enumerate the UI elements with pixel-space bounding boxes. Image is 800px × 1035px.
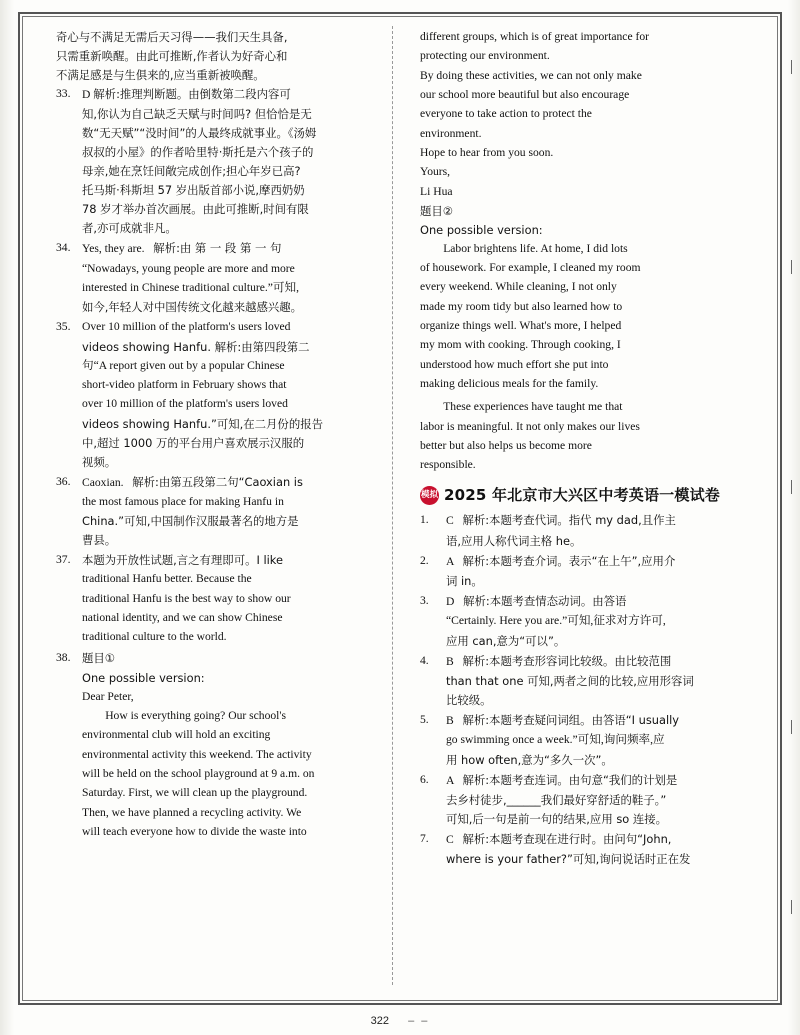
answer-line: 解析:本题考查代词。指代 my dad,且作主 [462, 513, 676, 528]
answer-line: than that one 可知,两者之间的比较,应用形容词 [446, 673, 694, 688]
answer-item [56, 551, 386, 647]
answer-line: 句“A report given out by a popular Chinese [82, 358, 285, 372]
essay-line: organize things well. What's more, I helped [420, 319, 622, 333]
essay-line: Saturday. First, we will clean up the playground. [82, 786, 308, 800]
answer-line: 母亲,她在烹饪间敞完成创作;担心年岁已高? [82, 164, 301, 179]
page-tick-marks [784, 0, 794, 1035]
essay-line: every weekend. While cleaning, I not only [420, 280, 617, 294]
essay-line: understood how much effort she put into [420, 357, 609, 371]
answer-line: traditional Hanfu better. Because the [82, 572, 252, 586]
answer-line: short-video platform in February shows that [82, 378, 287, 392]
answer-text: Yes, they are. [82, 242, 145, 256]
answer-line: 可知,后一句是前一句的结果,应用 so 连接。 [446, 811, 668, 826]
answer-line: 者,亦可成就非凡。 [82, 221, 177, 236]
left-column [56, 28, 386, 987]
answer-line: “Nowadays, young people are more and more [82, 261, 295, 275]
essay-line: making delicious meals for the family. [420, 377, 599, 391]
essay-line: my mom with cooking. Through cooking, I [420, 338, 621, 352]
essay-line: environmental activity this weekend. The activity [82, 747, 312, 761]
answer-body [446, 511, 750, 550]
essay-line: protecting our environment. [420, 49, 550, 63]
answer-line: videos showing Hanfu. 解析:由第四段第二 [82, 339, 310, 354]
answer-line: 本题为开放性试题,言之有理即可。I like [82, 553, 283, 568]
answer-line: interested in Chinese traditional culture.”可知, [82, 281, 299, 295]
topic-label: 题目① [82, 650, 115, 665]
answer-line: 解析:推理判断题。由倒数第二段内容可 [93, 87, 291, 102]
essay-line: will be held on the school playground at 9 a.m. on [82, 766, 315, 780]
essay-salutation: Dear Peter, [82, 689, 134, 703]
answer-body [82, 551, 386, 647]
essay-line: labor is meaningful. It not only makes our lives [420, 419, 640, 433]
answer-number: 1. [420, 513, 429, 527]
answer-body [82, 239, 386, 317]
answer-body [446, 711, 750, 770]
essay-line: Then, we have planned a recycling activity. We [82, 805, 302, 819]
essay-one-block [56, 669, 386, 842]
answer-letter: B [446, 654, 454, 668]
answer-letter: D [82, 88, 91, 102]
answer-line: 曹县。 [82, 533, 117, 548]
answer-item [420, 830, 750, 869]
answer-line: 托马斯·科斯坦 57 岁出版首部小说,摩西奶奶 [82, 183, 305, 198]
essay-line: made my room tidy but also learned how to [420, 299, 623, 313]
answer-line: 如今,年轻人对中国传统文化越来越感兴趣。 [82, 300, 303, 315]
answer-letter: C [446, 514, 454, 528]
answer-body [446, 552, 750, 591]
answer-number: 35. [56, 320, 71, 334]
answer-body [82, 649, 386, 668]
answer-item [56, 318, 386, 471]
answer-text: Over 10 million of the platform's users loved [82, 320, 291, 334]
answer-line: 去乡村徒步,______我们最好穿舒适的鞋子。” [446, 792, 667, 807]
answer-line: 词 in。 [446, 573, 483, 588]
answer-line: the most famous place for making Hanfu in [82, 495, 284, 509]
answer-body [82, 85, 386, 238]
answer-body [446, 830, 750, 869]
answer-item [420, 552, 750, 591]
answer-item [420, 511, 750, 550]
answer-line: 用 how often,意为“多久一次”。 [446, 752, 613, 767]
answer-letter: A [446, 554, 454, 568]
answer-item [56, 239, 386, 317]
possible-version-label: One possible version: [82, 670, 205, 685]
answer-line: 解析:由 第 一 段 第 一 句 [153, 241, 282, 256]
top-paragraph-line: 只需重新唤醒。由此可推断,作者认为好奇心和 [56, 49, 288, 64]
essay-line: environmental club will hold an exciting [82, 728, 271, 742]
two-column-body [56, 28, 760, 987]
answer-item [420, 771, 750, 829]
essay-line: better but also helps us become more [420, 438, 592, 452]
answer-number: 33. [56, 87, 71, 101]
answer-line: 解析:本题考查疑问词组。由答语“I usually [462, 712, 680, 727]
answer-line: where is your father?”可知,询问说话时正在发 [446, 852, 691, 867]
answer-line: 应用 can,意为“可以”。 [446, 633, 566, 648]
answer-line: China.”可知,中国制作汉服最著名的地方是 [82, 514, 299, 529]
answer-body [446, 652, 750, 710]
answer-line: over 10 million of the platform's users loved [82, 397, 288, 411]
answer-line: go swimming once a week.”可知,询问频率,应 [446, 733, 665, 747]
right-column [406, 28, 750, 987]
answer-line: 数“无天赋”“没时间”的人最终成就事业。《汤姆 [82, 126, 317, 141]
essay-line: will teach everyone how to divide the waste into [82, 824, 307, 838]
answer-line: 解析:本题考查介词。表示“在上午”,应用介 [462, 553, 676, 568]
answer-letter: B [446, 713, 454, 727]
essay-line: By doing these activities, we can not only make [420, 68, 642, 82]
answer-number: 36. [56, 474, 71, 488]
essay-line: responsible. [420, 458, 476, 472]
essay-signature: Li Hua [420, 184, 453, 198]
answer-item [56, 649, 386, 668]
answer-line: 中,超过 1000 万的平台用户喜欢展示汉服的 [82, 435, 305, 450]
answer-line: videos showing Hanfu.”可知,在二月份的报告 [82, 416, 323, 431]
answer-line: national identity, and we can show Chinese [82, 611, 283, 625]
answer-line: 解析:本题考查情态动词。由答语 [463, 593, 627, 608]
essay-line: everyone to take action to protect the [420, 107, 592, 121]
answer-line: 解析:本题考查形容词比较级。由比较范围 [462, 653, 672, 668]
section-title: 2025 年北京市大兴区中考英语一模试卷 [444, 485, 720, 504]
section-header [420, 484, 750, 508]
answer-line: traditional Hanfu is the best way to show our [82, 591, 291, 605]
essay-line: These experiences have taught me that [443, 400, 623, 414]
answer-line: 解析:本题考查连词。由句意“我们的计划是 [462, 772, 678, 787]
essay-line: our school more beautiful but also encourage [420, 87, 630, 101]
answer-line: 语,应用人称代词主格 he。 [446, 533, 582, 548]
answer-body [446, 771, 750, 829]
essay-line: different groups, which is of great importance for [420, 30, 650, 43]
answer-item [420, 592, 750, 651]
essay-line: How is everything going? Our school's [105, 709, 286, 722]
answer-line: “Certainly. Here you are.”可知,征求对方许可, [446, 614, 666, 628]
page-number: 322 [370, 1015, 389, 1027]
answer-line: 解析:由第五段第二句“Caoxian is [132, 474, 303, 489]
answer-letter: C [446, 832, 454, 846]
essay-closing: Yours, [420, 165, 451, 179]
answer-body [446, 592, 750, 651]
mock-exam-badge-icon: 模拟 [420, 486, 439, 505]
answer-item [56, 85, 386, 238]
scan-edge-left [0, 0, 14, 1035]
answer-number: 6. [420, 772, 429, 786]
answer-number: 34. [56, 241, 71, 255]
answer-letter: A [446, 773, 454, 787]
answer-line: 比较级。 [446, 692, 492, 707]
answer-body [82, 318, 386, 471]
answer-number: 3. [420, 593, 429, 607]
answer-line: 知,你认为自己缺乏天赋与时间吗? 但恰恰是无 [82, 107, 312, 122]
answer-number: 7. [420, 831, 429, 845]
answer-item [420, 652, 750, 710]
answer-number: 2. [420, 553, 429, 567]
answer-line: 叔叔的小屋》的作者哈里特·斯托是六个孩子的 [82, 145, 314, 160]
answer-number: 38. [56, 650, 71, 664]
answer-text: Caoxian. [82, 475, 124, 489]
top-paragraph-line: 奇心与不满足无需后天习得——我们天生具备, [56, 30, 288, 44]
essay-line: environment. [420, 126, 482, 140]
answer-number: 4. [420, 653, 429, 667]
answer-letter: D [446, 594, 455, 608]
answer-number: 37. [56, 553, 71, 567]
essay-line: of housework. For example, I cleaned my room [420, 261, 641, 275]
answer-number: 5. [420, 712, 429, 726]
top-paragraph-line: 不满足感是与生俱来的,应当重新被唤醒。 [56, 68, 265, 83]
answer-body [82, 473, 386, 551]
answer-line: traditional culture to the world. [82, 630, 227, 644]
essay-line: Labor brightens life. At home, I did lots [443, 241, 628, 255]
answer-item [420, 711, 750, 770]
possible-version-label: One possible version: [420, 222, 543, 237]
topic-label: 题目② [420, 203, 453, 218]
answer-item [56, 473, 386, 551]
answer-line: 解析:本题考查现在进行时。由问句“John, [462, 831, 672, 846]
answer-line: 视频。 [82, 454, 117, 469]
essay-line: Hope to hear from you soon. [420, 145, 554, 159]
page-footer [0, 1015, 800, 1027]
answer-line: 78 岁才举办首次画展。由此可推断,时间有限 [82, 202, 309, 217]
footer-marks: – – [408, 1015, 430, 1027]
